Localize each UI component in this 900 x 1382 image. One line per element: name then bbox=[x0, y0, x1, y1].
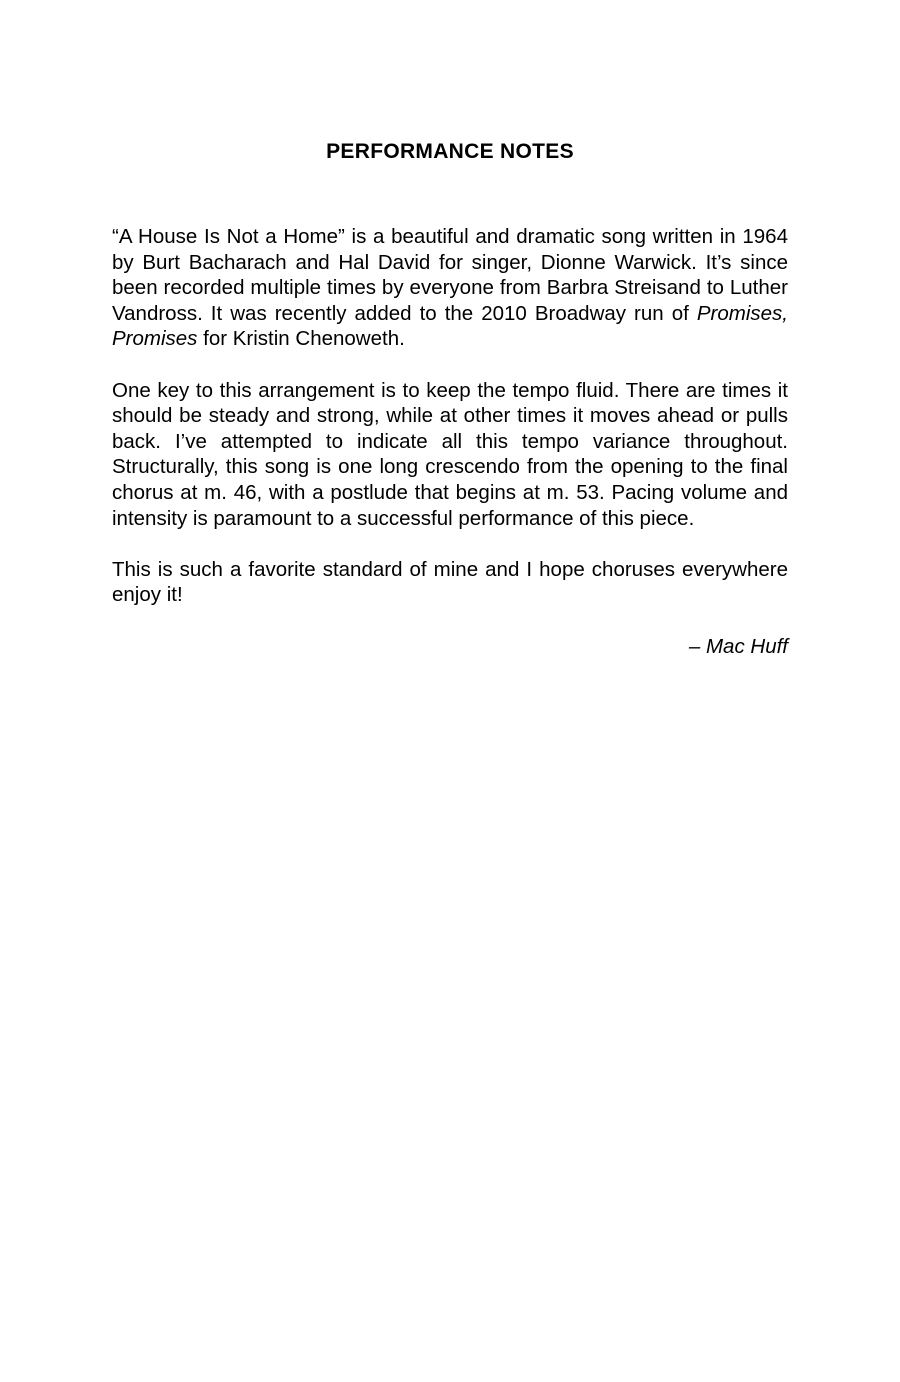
show-title-italic: Promises, Promises bbox=[112, 301, 788, 351]
paragraph-arrangement: One key to this arrangement is to keep the tempo fluid. There are times it should be steady and strong, while at other times it moves ahead or pulls back. I’ve attempted to indicate all this tempo variance throughout. Structurally, this song is one long crescendo from the opening to the final chorus at m. 46, with a postlude that begins at m. 53. Pacing volume and intensity is paramount to a successful performance of this piece. bbox=[112, 378, 788, 530]
author-signature: – Mac Huff bbox=[688, 634, 788, 658]
performance-notes-page bbox=[112, 138, 788, 659]
paragraph-intro-end: for Kristin Chenoweth. bbox=[197, 327, 405, 351]
paragraph-closing: This is such a favorite standard of mine and I hope choruses everywhere enjoy it! bbox=[112, 557, 788, 607]
page-title: PERFORMANCE NOTES bbox=[326, 140, 574, 163]
paragraph-intro-text: “A House Is Not a Home” is a beautiful and dramatic song written in 1964 by Burt Bacharach and Hal David for singer, Dionne Warwick. It’s since been recorded multiple times by everyone from Barbra Streisand to Luther Vandross. It was recently added to the 2010 Broadway run of bbox=[112, 225, 788, 325]
paragraph-intro bbox=[112, 224, 788, 352]
